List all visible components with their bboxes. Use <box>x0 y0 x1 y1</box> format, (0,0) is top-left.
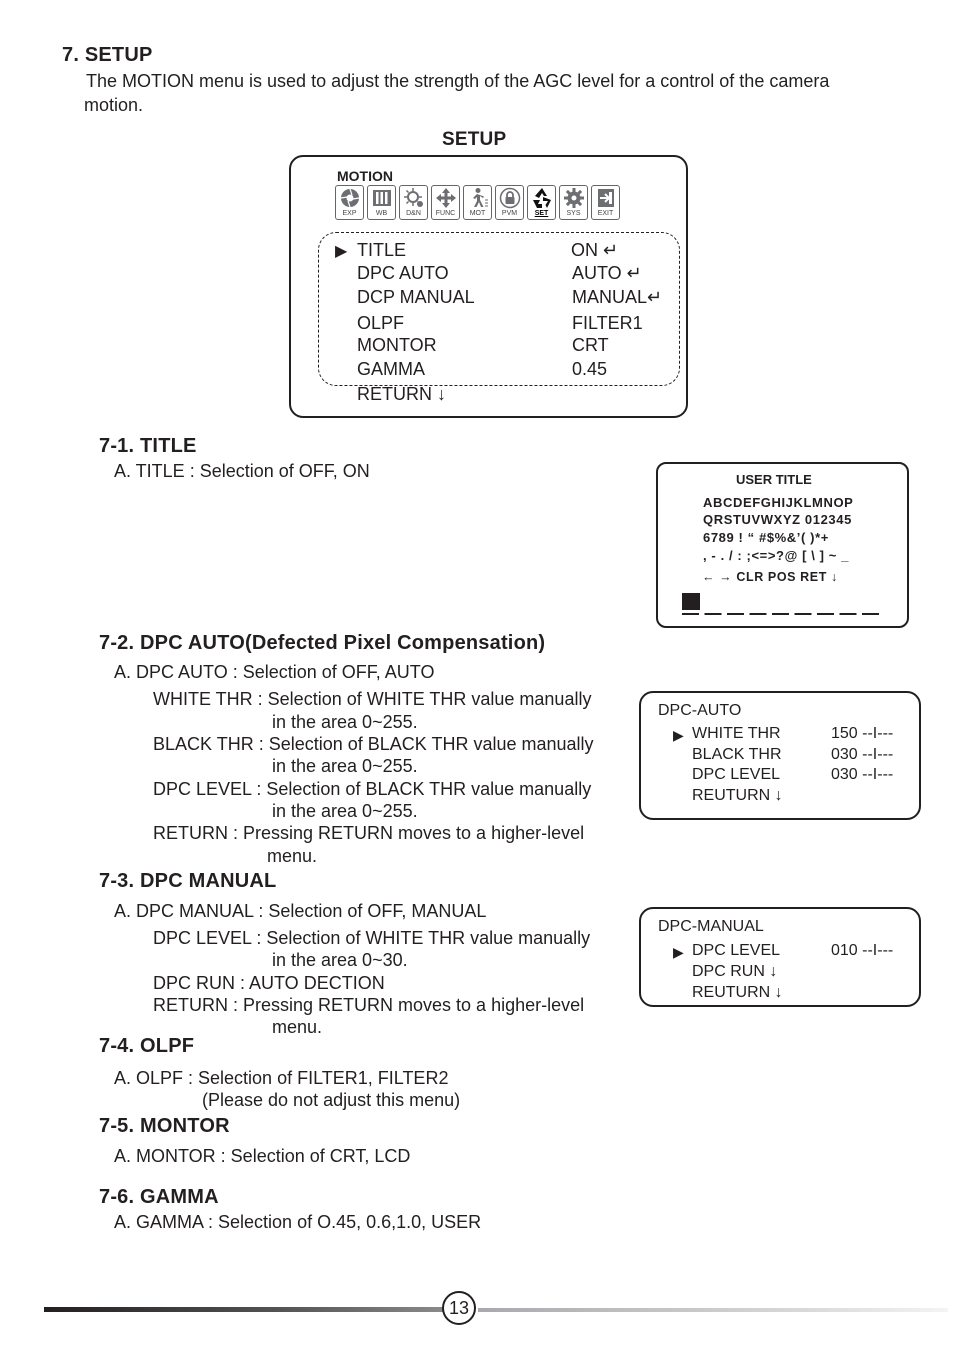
recycle-setup-icon <box>530 187 554 209</box>
menu-row-gamma-label[interactable]: GAMMA <box>357 359 426 379</box>
dpc-manual-row-level-label[interactable]: DPC LEVEL <box>692 942 781 959</box>
menu-icon-bar <box>335 185 620 220</box>
dpc-manual-level-2: in the area 0~30. <box>272 950 408 970</box>
exit-door-icon <box>594 187 618 209</box>
dpc-auto-return-1: RETURN : Pressing RETURN moves to a higher-level <box>153 823 585 843</box>
title-line-a: A. TITLE : Selection of OFF, ON <box>114 461 370 481</box>
dpc-auto-white-thr-1: WHITE THR : Selection of WHITE THR value manually <box>153 689 592 709</box>
user-title-chars-line3: 6789 ! “ #$%&’( )*+ <box>703 530 829 545</box>
dpc-auto-cursor-icon: ▶ <box>673 727 684 743</box>
olpf-heading: 7-4. OLPF <box>99 1035 195 1057</box>
wb-label: WB <box>375 210 388 217</box>
menu-row-return[interactable]: RETURN ↓ <box>357 384 446 404</box>
dpc-manual-cursor-icon: ▶ <box>673 944 684 960</box>
privacy-lock-icon <box>498 187 522 209</box>
white-balance-icon <box>370 187 394 209</box>
menu-row-dcp-manual-value[interactable]: MANUAL↵ <box>572 287 663 307</box>
olpf-note: (Please do not adjust this menu) <box>202 1090 461 1110</box>
dpc-auto-level-2: in the area 0~255. <box>272 801 418 821</box>
dpc-manual-osd-title: DPC-MANUAL <box>658 918 764 935</box>
dpc-auto-row-white-value[interactable]: 150 --I--- <box>831 725 894 742</box>
dpc-manual-return-2: menu. <box>272 1017 323 1037</box>
pvm-label: PVM <box>501 210 518 217</box>
menu-row-dpc-auto-label[interactable]: DPC AUTO <box>357 263 449 283</box>
dpc-auto-osd-title: DPC-AUTO <box>658 702 742 719</box>
title-heading: 7-1. TITLE <box>99 435 197 457</box>
dpc-auto-row-white-label[interactable]: WHITE THR <box>692 725 781 742</box>
dpc-auto-row-black-label[interactable]: BLACK THR <box>692 746 782 763</box>
menu-row-montor-label[interactable]: MONTOR <box>357 335 437 355</box>
montor-heading: 7-5. MONTOR <box>99 1115 230 1137</box>
dn-tab[interactable] <box>399 185 428 220</box>
dpc-auto-row-return[interactable]: REUTURN ↓ <box>692 787 783 804</box>
dpc-auto-heading: 7-2. DPC AUTO(Defected Pixel Compensation) <box>99 632 546 654</box>
func-label: FUNC <box>435 210 456 217</box>
gamma-line-a: A. GAMMA : Selection of O.45, 0.6,1.0, USER <box>114 1212 482 1232</box>
dpc-manual-level-1: DPC LEVEL : Selection of WHITE THR value manually <box>153 928 591 948</box>
motion-person-icon <box>466 187 490 209</box>
setup-caption: SETUP <box>442 129 507 150</box>
dpc-manual-screen <box>639 907 921 1007</box>
dn-label: D&N <box>406 210 421 217</box>
dpc-manual-row-level-value[interactable]: 010 --I--- <box>831 942 894 959</box>
dpc-auto-row-level-label[interactable]: DPC LEVEL <box>692 766 781 783</box>
wb-tab[interactable] <box>367 185 396 220</box>
footer-rule-right <box>478 1308 948 1312</box>
montor-line-a: A. MONTOR : Selection of CRT, LCD <box>114 1146 411 1166</box>
text-cursor-block <box>682 593 700 610</box>
dpc-manual-run: DPC RUN : AUTO DECTION <box>153 973 385 993</box>
exit-tab[interactable] <box>591 185 620 220</box>
dpc-manual-line-a: A. DPC MANUAL : Selection of OFF, MANUAL <box>114 901 487 921</box>
setup-menu-screen <box>289 155 688 418</box>
dpc-auto-line-a: A. DPC AUTO : Selection of OFF, AUTO <box>114 662 435 682</box>
pvm-tab[interactable] <box>495 185 524 220</box>
function-arrows-icon <box>434 187 458 209</box>
exp-label: EXP <box>342 210 357 217</box>
dpc-auto-row-black-value[interactable]: 030 --I--- <box>831 746 894 763</box>
dpc-manual-row-return[interactable]: REUTURN ↓ <box>692 984 783 1001</box>
user-title-chars-line1: ABCDEFGHIJKLMNOP <box>703 495 854 510</box>
set-label: SET <box>534 210 549 217</box>
dpc-manual-heading: 7-3. DPC MANUAL <box>99 870 277 892</box>
dpc-auto-white-thr-2: in the area 0~255. <box>272 712 418 732</box>
mot-tab[interactable] <box>463 185 492 220</box>
menu-row-olpf-label[interactable]: OLPF <box>357 313 405 333</box>
olpf-line-a: A. OLPF : Selection of FILTER1, FILTER2 <box>114 1068 449 1088</box>
intro-text-line1: The MOTION menu is used to adjust the strength of the AGC level for a control of the camera <box>86 71 830 91</box>
menu-row-olpf-value[interactable]: FILTER1 <box>572 313 643 333</box>
user-title-chars-line4: , - . / : ;<=>?@ [ \ ] ~ _ <box>703 548 850 563</box>
menu-title: MOTION <box>337 168 393 184</box>
dpc-auto-return-2: menu. <box>267 846 318 866</box>
exit-label: EXIT <box>597 210 614 217</box>
exp-tab[interactable] <box>335 185 364 220</box>
menu-row-montor-value[interactable]: CRT <box>572 335 609 355</box>
dpc-auto-screen <box>639 691 921 820</box>
menu-row-dcp-manual-label[interactable]: DCP MANUAL <box>357 287 475 307</box>
dpc-auto-black-thr-2: in the area 0~255. <box>272 756 418 776</box>
user-title-controls[interactable]: ← → CLR POS RET ↓ <box>702 570 838 584</box>
user-title-screen <box>656 462 909 628</box>
dpc-manual-return-1: RETURN : Pressing RETURN moves to a higher-level <box>153 995 585 1015</box>
gamma-heading: 7-6. GAMMA <box>99 1186 219 1208</box>
user-title-heading: USER TITLE <box>736 472 812 487</box>
dpc-manual-row-run[interactable]: DPC RUN ↓ <box>692 963 778 980</box>
section-title: 7. SETUP <box>62 44 153 66</box>
day-night-icon <box>402 187 426 209</box>
menu-row-dpc-auto-value[interactable]: AUTO ↵ <box>572 263 642 283</box>
dpc-auto-level-1: DPC LEVEL : Selection of BLACK THR value manually <box>153 779 592 799</box>
dpc-auto-row-level-value[interactable]: 030 --I--- <box>831 766 894 783</box>
user-title-chars-line2: QRSTUVWXYZ 012345 <box>703 512 852 527</box>
sys-label: SYS <box>566 210 581 217</box>
menu-row-title-label[interactable]: TITLE <box>357 240 407 260</box>
menu-row-gamma-value[interactable]: 0.45 <box>572 359 608 379</box>
cursor-arrow-icon: ▶ <box>335 243 348 260</box>
title-input-slots[interactable] <box>682 613 883 615</box>
menu-row-title-value[interactable]: ON ↵ <box>571 240 619 260</box>
func-tab[interactable] <box>431 185 460 220</box>
page-number: 13 <box>442 1291 476 1325</box>
sys-tab[interactable] <box>559 185 588 220</box>
mot-label: MOT <box>469 210 486 217</box>
footer-rule-left <box>44 1307 444 1312</box>
set-tab[interactable] <box>527 185 556 220</box>
intro-text-line2: motion. <box>84 95 144 115</box>
dpc-auto-black-thr-1: BLACK THR : Selection of BLACK THR value manually <box>153 734 594 754</box>
gear-icon <box>562 187 586 209</box>
aperture-icon <box>338 187 362 209</box>
